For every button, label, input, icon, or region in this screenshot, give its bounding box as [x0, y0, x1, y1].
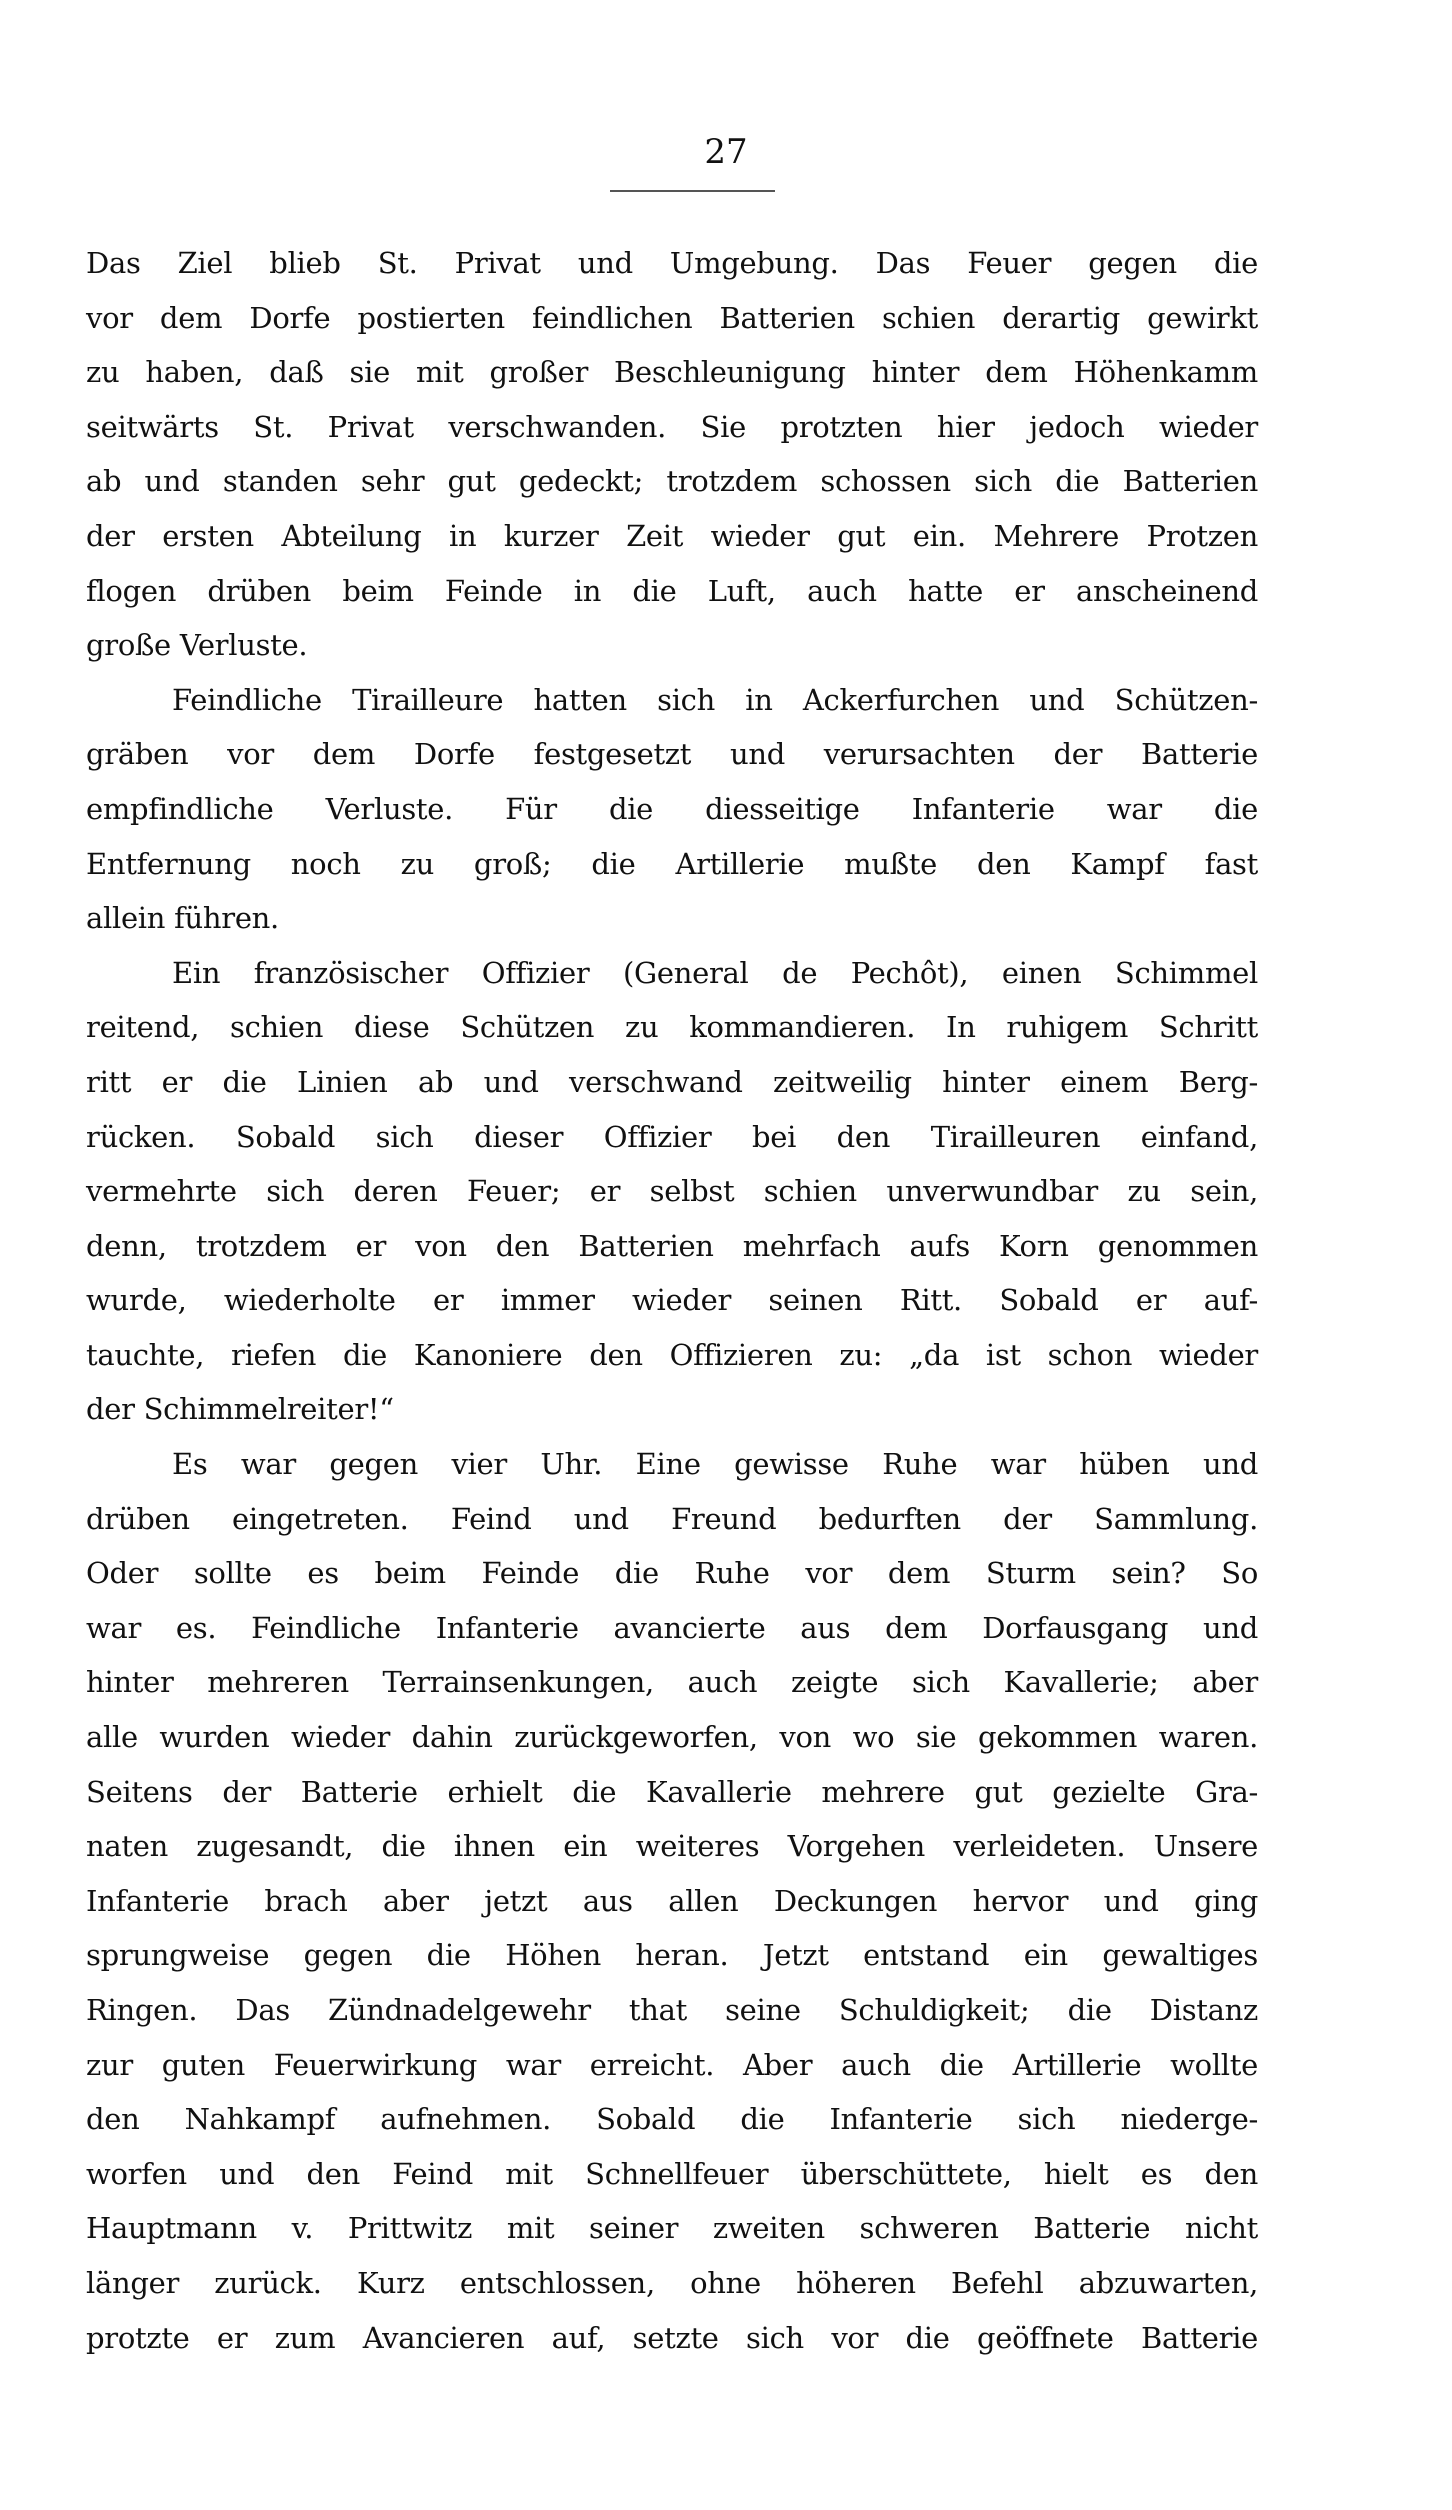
text-line: Es war gegen vier Uhr. Eine gewisse Ruhe war hüben und: [172, 1447, 1258, 1482]
text-line: wurde, wiederholte er immer wieder seinen Ritt. Sobald er auf-: [86, 1283, 1258, 1318]
text-line: empfindliche Verluste. Für die diesseitige Infanterie war die: [86, 791, 1258, 826]
text-line: allein führen.: [86, 901, 279, 936]
text-line: hinter mehreren Terrainsenkungen, auch zeigte sich Kavallerie; aber: [86, 1665, 1258, 1700]
text-line: Das Ziel blieb St. Privat und Umgebung. Das Feuer gegen die: [86, 246, 1258, 280]
paragraph: [86, 673, 1258, 946]
text-line: rücken. Sobald sich dieser Offizier bei den Tirailleuren einfand,: [86, 1119, 1258, 1154]
text-line: drüben eingetreten. Feind und Freund bedurften der Sammlung.: [86, 1501, 1258, 1536]
body-text: [86, 236, 1258, 2365]
text-line: vermehrte sich deren Feuer; er selbst schien unverwundbar zu sein,: [86, 1174, 1258, 1209]
page-number: 27: [704, 132, 748, 172]
text-line: Infanterie brach aber jetzt aus allen Deckungen hervor und ging: [86, 1883, 1258, 1918]
text-line: gräben vor dem Dorfe festgesetzt und verursachten der Batterie: [86, 737, 1258, 772]
text-line: denn, trotzdem er von den Batterien mehrfach aufs Korn genommen: [86, 1228, 1258, 1263]
text-line: Feindliche Tirailleure hatten sich in Ackerfurchen und Schützen-: [172, 682, 1258, 717]
paragraph: [86, 946, 1258, 1437]
text-line: ab und standen sehr gut gedeckt; trotzdem schossen sich die Batterien: [86, 464, 1258, 499]
text-line: war es. Feindliche Infanterie avancierte aus dem Dorfausgang und: [86, 1610, 1258, 1645]
text-line: protzte er zum Avancieren auf, setzte sich vor die geöffnete Batterie: [86, 2320, 1258, 2355]
text-line: zur guten Feuerwirkung war erreicht. Aber auch die Artillerie wollte: [86, 2047, 1258, 2082]
text-line: tauchte, riefen die Kanoniere den Offizieren zu: „da ist schon wieder: [86, 1337, 1258, 1372]
text-line: seitwärts St. Privat verschwanden. Sie protzten hier jedoch wieder: [86, 409, 1258, 444]
text-line: Seitens der Batterie erhielt die Kavallerie mehrere gut gezielte Gra-: [86, 1774, 1258, 1809]
text-line: Ein französischer Offizier (General de Pechôt), einen Schimmel: [172, 955, 1258, 990]
text-line: flogen drüben beim Feinde in die Luft, auch hatte er anscheinend: [86, 573, 1258, 608]
text-line: den Nahkampf aufnehmen. Sobald die Infanterie sich niederge-: [86, 2102, 1258, 2137]
text-line: große Verluste.: [86, 628, 308, 663]
text-line: alle wurden wieder dahin zurückgeworfen, von wo sie gekommen waren.: [86, 1720, 1258, 1755]
paragraph: [86, 1437, 1258, 2365]
text-line: der Schimmelreiter!“: [86, 1392, 394, 1427]
text-line: Oder sollte es beim Feinde die Ruhe vor dem Sturm sein? So: [86, 1556, 1258, 1591]
text-line: vor dem Dorfe postierten feindlichen Batterien schien derartig gewirkt: [86, 300, 1258, 335]
text-line: ritt er die Linien ab und verschwand zeitweilig hinter einem Berg-: [86, 1064, 1258, 1099]
text-line: sprungweise gegen die Höhen heran. Jetzt entstand ein gewaltiges: [86, 1938, 1258, 1973]
text-line: Entfernung noch zu groß; die Artillerie mußte den Kampf fast: [86, 846, 1258, 881]
text-line: worfen und den Feind mit Schnellfeuer überschüttete, hielt es den: [86, 2156, 1258, 2191]
paragraph: [86, 236, 1258, 673]
text-line: der ersten Abteilung in kurzer Zeit wieder gut ein. Mehrere Protzen: [86, 518, 1258, 553]
text-line: länger zurück. Kurz entschlossen, ohne höheren Befehl abzuwarten,: [86, 2265, 1258, 2300]
text-line: Ringen. Das Zündnadelgewehr that seine Schuldigkeit; die Distanz: [86, 1993, 1258, 2027]
text-line: naten zugesandt, die ihnen ein weiteres Vorgehen verleideten. Unsere: [86, 1829, 1258, 1864]
text-line: Hauptmann v. Prittwitz mit seiner zweiten schweren Batterie nicht: [86, 2211, 1258, 2246]
header-rule: [610, 190, 775, 192]
text-line: reitend, schien diese Schützen zu kommandieren. In ruhigem Schritt: [86, 1010, 1258, 1045]
text-line: zu haben, daß sie mit großer Beschleunigung hinter dem Höhenkamm: [86, 355, 1258, 390]
